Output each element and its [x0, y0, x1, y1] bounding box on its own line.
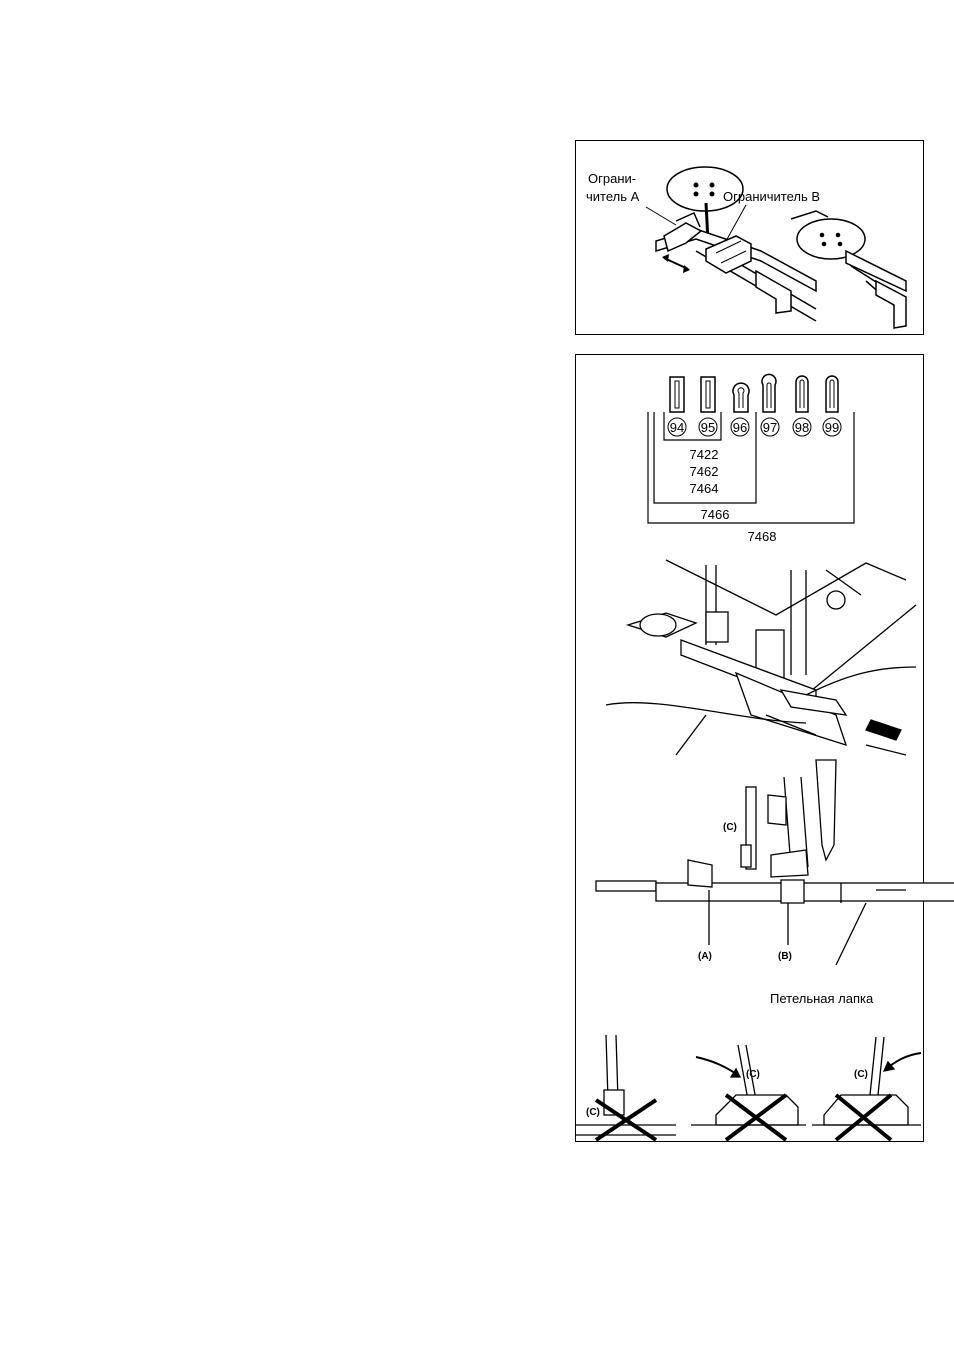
model-number: 7468	[747, 529, 777, 544]
model-number: 7422	[689, 447, 719, 462]
button-stopper-illustration	[576, 141, 925, 336]
model-number: 7462	[689, 464, 719, 479]
buttonhole-illustrations	[576, 355, 925, 1143]
stopper-a-label-line1: Ограни-	[588, 171, 637, 186]
label-c: (C)	[586, 1107, 600, 1118]
model-number: 7466	[700, 507, 730, 522]
pattern-number: 95	[700, 420, 716, 435]
buttonhole-instructions-figure	[575, 354, 924, 1142]
label-c: (C)	[723, 822, 737, 833]
button-stopper-figure	[575, 140, 924, 335]
pattern-number: 96	[732, 420, 748, 435]
stopper-b-label: Ограничитель В	[723, 189, 821, 204]
machine-with-buttonhole-foot	[606, 560, 916, 755]
label-c: (C)	[746, 1069, 760, 1080]
buttonhole-foot-caption: Петельная лапка	[770, 991, 874, 1006]
incorrect-positions	[576, 1035, 921, 1140]
label-c: (C)	[854, 1069, 868, 1080]
label-b: (B)	[778, 951, 792, 962]
pattern-number: 99	[824, 420, 840, 435]
stopper-a-label-line2: читель А	[586, 189, 640, 204]
pattern-number: 97	[762, 420, 778, 435]
buttonhole-foot-side-view	[596, 760, 954, 965]
pattern-number: 98	[794, 420, 810, 435]
buttonhole-pattern-table	[648, 374, 854, 544]
model-number: 7464	[689, 481, 719, 496]
label-a: (A)	[698, 951, 712, 962]
pattern-number: 94	[669, 420, 685, 435]
